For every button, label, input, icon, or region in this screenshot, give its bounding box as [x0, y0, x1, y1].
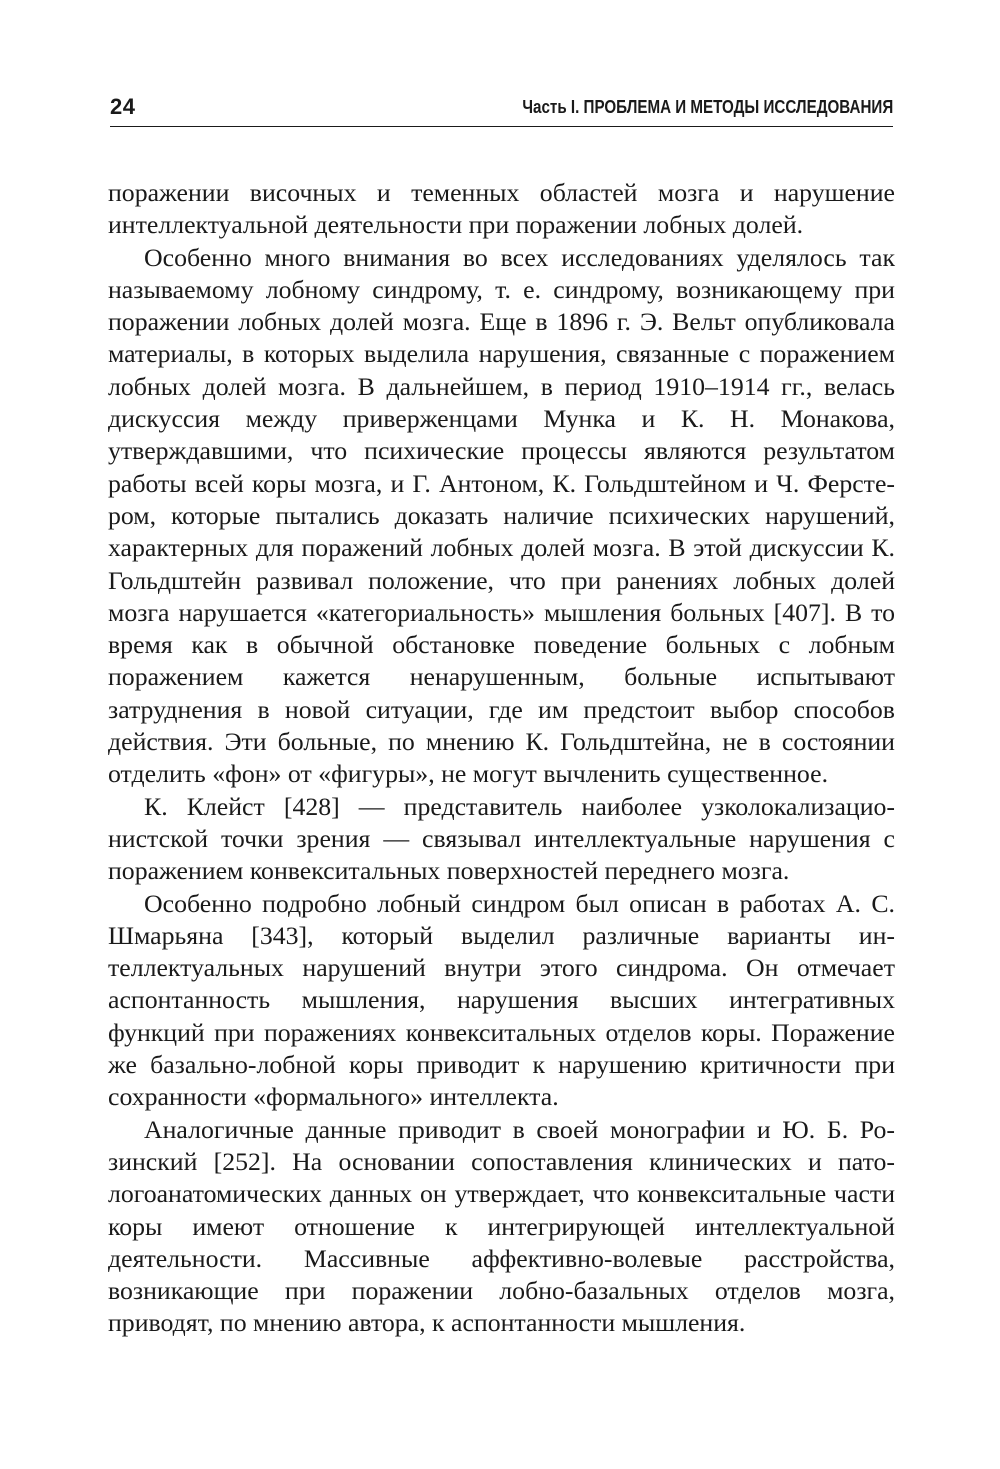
running-header [110, 92, 893, 127]
paragraph: Особенно подробно лобный синдром был описан в работах А. С. Шмарьяна [343], который выделил различные варианты интеллектуальных нарушений внутри этого синдрома. Он отмечает аспонтанность мышления, нарушения высших интегративных функций при поражениях конвекситальных отделов коры. Поражение же базально-лобной коры приводит к нарушению критичности при сохранности «формального» интеллекта. [108, 888, 895, 1112]
page-number: 24 [110, 94, 136, 119]
chapter-title: Часть I. ПРОБЛЕМА И МЕТОДЫ ИССЛЕДОВАНИЯ [522, 96, 893, 117]
paragraph-continued: поражении височных и теменных областей мозга и нарушение интеллектуальной деятельности при поражении лобных долей. [108, 178, 895, 240]
body-text [108, 177, 895, 1340]
paragraph: Особенно много внимания во всех исследованиях уделялось так называемому лобному синдрому, т. е. синдрому, возникающему при поражении лобных долей мозга. Еще в 1896 г. Э. Вельт опубликовала материалы, в которых выделила нарушения, связанные с поражением лобных долей мозга. В дальнейшем, в период 1910–1914 гг., велась дискуссия между приверженцами Мунка и К. Н. Монакова, утверждавшими, что психические процессы являются результатом работы всей коры мозга, и Г. Антоном, К. Гольдштейном и Ч. Ферстером, которые пытались доказать наличие психических нарушений, характерных для поражений лобных долей мозга. В этой дискуссии К. Гольдштейн развивал положение, что при ранениях лобных долей мозга нарушается «категориальность» мышления больных [407]. В то время как в обычной обстановке поведение больных с лобным поражением кажется ненарушенным, больные испытывают затруднения в новой ситуации, где им предстоит выбор способов действия. Эти больные, по мнению К. Гольдштейна, не в состоянии отделить «фон» от «фигуры», не могут вычленить существенное. [108, 242, 895, 789]
paragraph: К. Клейст [428] — представитель наиболее узколокализационистской точки зрения — связывал интеллектуальные нарушения с поражением конвекситальных поверхностей переднего мозга. [108, 791, 895, 886]
paragraph: Аналогичные данные приводит в своей монографии и Ю. Б. Розинский [252]. На основании сопоставления клинических и патологоанатомических данных он утверждает, что конвекситальные части коры имеют отношение к интегрирующей интеллектуальной деятельности. Массивные аффективно-волевые расстройства, возникающие при поражении лобно-базальных отделов мозга, приводят, по мнению автора, к аспонтанности мышления. [108, 1114, 895, 1338]
